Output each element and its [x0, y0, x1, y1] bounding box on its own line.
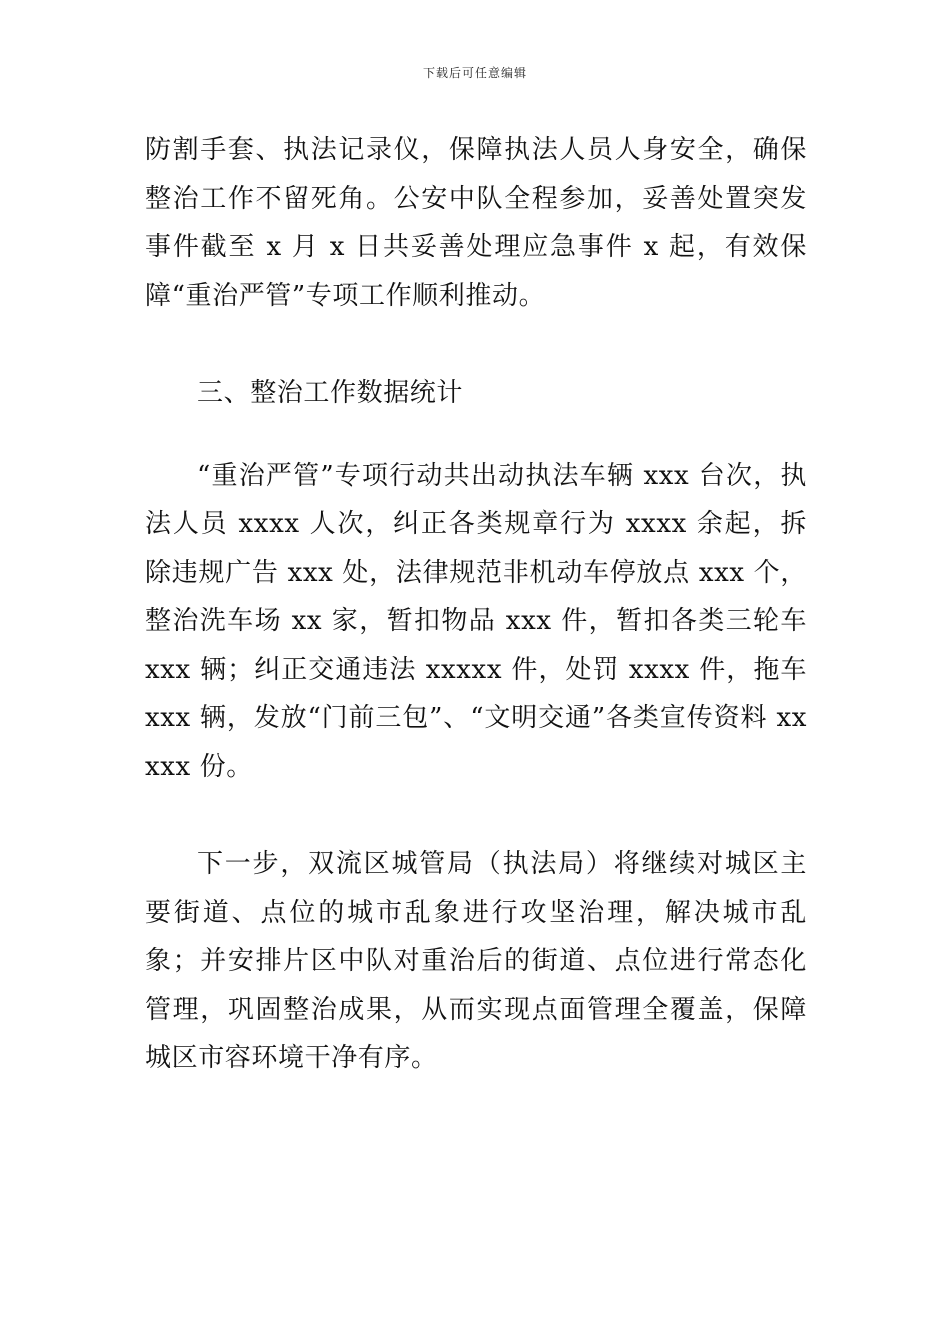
section-heading: 三、整治工作数据统计 — [197, 378, 464, 408]
paragraph-continuation: 防割手套、执法记录仪，保障执法人员人身安全，确保整治工作不留死角。公安中队全程参加，妥善处置突发事件截至 x 月 x 日共妥善处理应急事件 x 起，有效保障“重治严管”专项工作顺利推动。 — [145, 135, 807, 311]
paragraph-statistics: “重治严管”专项行动共出动执法车辆 xxx 台次，执法人员 xxxx 人次，纠正各类规章行为 xxxx 余起，拆除违规广告 xxx 处，法律规范非机动车停放点 xxx 个，整治洗车场 xx 家，暂扣物品 xxx 件，暂扣各类三轮车 xxx 辆；纠正交通违法 xxxxx 件，处罚 xxxx 件，拖车 xxx 辆，发放“门前三包”、“文明交通”各类宣传资料 xxxxx 份。 — [145, 460, 807, 782]
page-header-note: 下载后可任意编辑 — [422, 66, 527, 80]
paragraph-next-steps: 下一步，双流区城管局（执法局）将继续对城区主要街道、点位的城市乱象进行攻坚治理，解决城市乱象；并安排片区中队对重治后的街道、点位进行常态化管理，巩固整治成果，从而实现点面管理全覆盖，保障城区市容环境干净有序。 — [145, 849, 807, 1073]
document-body — [145, 126, 807, 1083]
